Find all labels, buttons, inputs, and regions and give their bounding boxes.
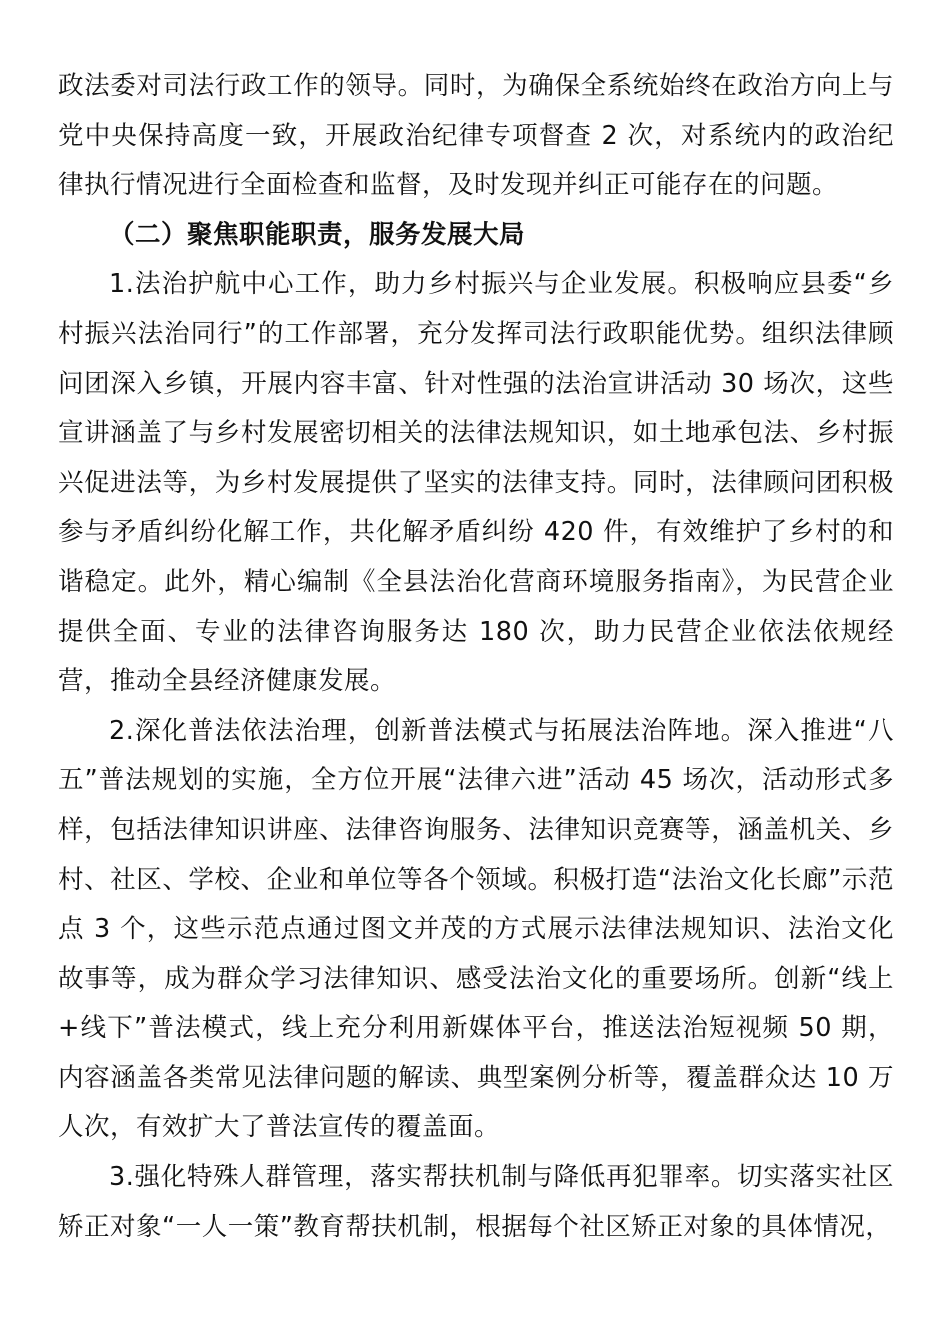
- section-heading: （二）聚焦职能职责，服务发展大局: [109, 219, 526, 250]
- paragraph-item-3: 3.强化特殊人群管理，落实帮扶机制与降低再犯罪率。切实落实社区矫正对象“一人一策”教育帮扶机制，根据每个社区矫正对象的具体情况，: [58, 1162, 894, 1242]
- paragraph-item-1: 1.法治护航中心工作，助力乡村振兴与企业发展。积极响应县委“乡村振兴法治同行”的工作部署，充分发挥司法行政职能优势。组织法律顾问团深入乡镇，开展内容丰富、针对性强的法治宣讲活动 30 场次，这些宣讲涵盖了与乡村发展密切相关的法律法规知识，如土地承包法、乡村振兴促进法等，为乡村发展提供了坚实的法律支持。同时，法律顾问团积极参与矛盾纠纷化解工作，共化解矛盾纠纷 420 件，有效维护了乡村的和谐稳定。此外，精心编制《全县法治化营商环境服务指南》，为民营企业提供全面、专业的法律咨询服务达 180 次，助力民营企业依法依规经营，推动全县经济健康发展。: [58, 269, 894, 697]
- document-body: [58, 62, 894, 1252]
- paragraph-item-2: 2.深化普法依法治理，创新普法模式与拓展法治阵地。深入推进“八五”普法规划的实施，全方位开展“法律六进”活动 45 场次，活动形式多样，包括法律知识讲座、法律咨询服务、法律知识竞赛等，涵盖机关、乡村、社区、学校、企业和单位等各个领域。积极打造“法治文化长廊”示范点 3 个，这些示范点通过图文并茂的方式展示法律法规知识、法治文化故事等，成为群众学习法律知识、感受法治文化的重要场所。创新“线上+线下”普法模式，线上充分利用新媒体平台，推送法治短视频 50 期，内容涵盖各类常见法律问题的解读、典型案例分析等，覆盖群众达 10 万人次，有效扩大了普法宣传的覆盖面。: [58, 715, 894, 1143]
- paragraph-continuation: 政法委对司法行政工作的领导。同时，为确保全系统始终在政治方向上与党中央保持高度一致，开展政治纪律专项督查 2 次，对系统内的政治纪律执行情况进行全面检查和监督，及时发现并纠正可能存在的问题。: [58, 71, 894, 201]
